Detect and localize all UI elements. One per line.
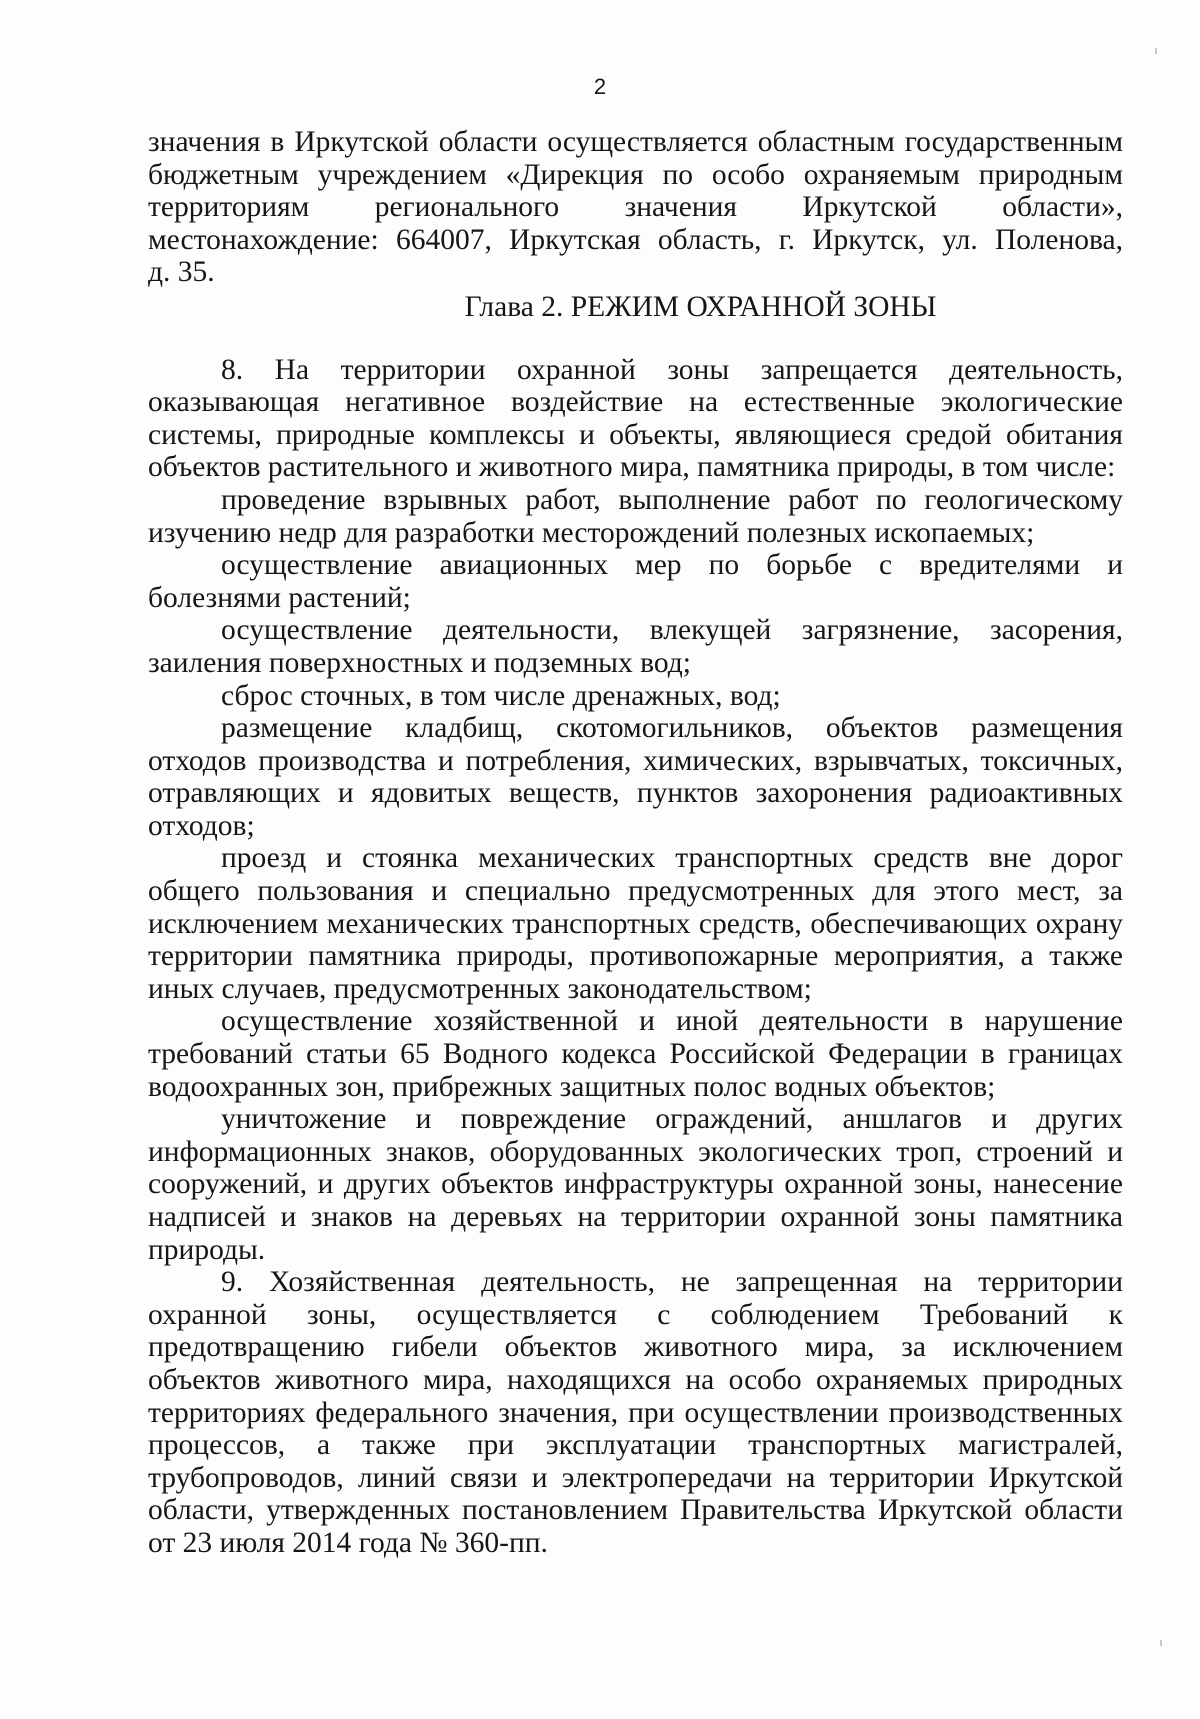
intro-paragraph: значения в Иркутской области осуществляется областным государственным бюджетным учреждением «Дирекция по особо охраняемым природным территориям регионального значения Иркутской области», местонахождение: 664007, Иркутская область, г. Иркутск, ул. Поленова, [148, 126, 1123, 256]
list-item-vehicles: проезд и стоянка механических транспортных средств вне дорог общего пользования и специально предусмотренных для этого мест, за исключением механических транспортных средств, обеспечивающих охрану территории памятника природы, противопожарные мероприятия, а также иных случаев, предусмотренных законодательством; [148, 842, 1123, 1005]
paragraph-9: 9. Хозяйственная деятельность, не запрещенная на территории охранной зоны, осуществляется с соблюдением Требований к предотвращению гибели объектов животного мира, за исключением объектов животного мира, находящихся на особо охраняемых природных территориях федерального значения, при осуществлении производственных процессов, а также при эксплуатации транспортных магистралей, трубопроводов, линий связи и электропередачи на территории Иркутской области, утвержденных постановлением Правительства Иркутской области от 23 июля 2014 года № 360-пп. [148, 1266, 1123, 1559]
scan-speck [1155, 48, 1157, 54]
list-item-aviation: осуществление авиационных мер по борьбе с вредителями и болезнями растений; [148, 549, 1123, 614]
document-body [148, 126, 1123, 1560]
list-item-blasting: проведение взрывных работ, выполнение работ по геологическому изучению недр для разработки месторождений полезных ископаемых; [148, 483, 1123, 549]
list-item-water-code: осуществление хозяйственной и иной деятельности в нарушение требований статьи 65 Водного кодекса Российской Федерации в границах водоохранных зон, прибрежных защитных полос водных объектов; [148, 1005, 1123, 1103]
list-item-wastewater: сброс сточных, в том числе дренажных, вод; [221, 679, 781, 712]
list-item-water-pollution: осуществление деятельности, влекущей загрязнение, засорения, заиления поверхностных и подземных вод; [148, 614, 1123, 679]
scan-speck [1160, 1640, 1162, 1646]
list-item-waste-placement: размещение кладбищ, скотомогильников, объектов размещения отходов производства и потребления, химических, взрывчатых, токсичных, отравляющих и ядовитых веществ, пунктов захоронения радиоактивных отходов; [148, 712, 1123, 842]
page-number: 2 [593, 74, 607, 99]
chapter-heading: Глава 2. РЕЖИМ ОХРАННОЙ ЗОНЫ [464, 290, 937, 323]
list-item-destruction: уничтожение и повреждение ограждений, аншлагов и других информационных знаков, оборудованных экологических троп, строений и сооружений, и других объектов инфраструктуры охранной зоны, нанесение надписей и знаков на деревьях на территории охранной зоны памятника природы. [148, 1103, 1123, 1266]
intro-paragraph-tail: д. 35. [148, 256, 215, 289]
paragraph-8: 8. На территории охранной зоны запрещается деятельность, оказывающая негативное воздействие на естественные экологические системы, природные комплексы и объекты, являющиеся средой обитания объектов растительного и животного мира, памятника природы, в том числе: [148, 353, 1123, 484]
